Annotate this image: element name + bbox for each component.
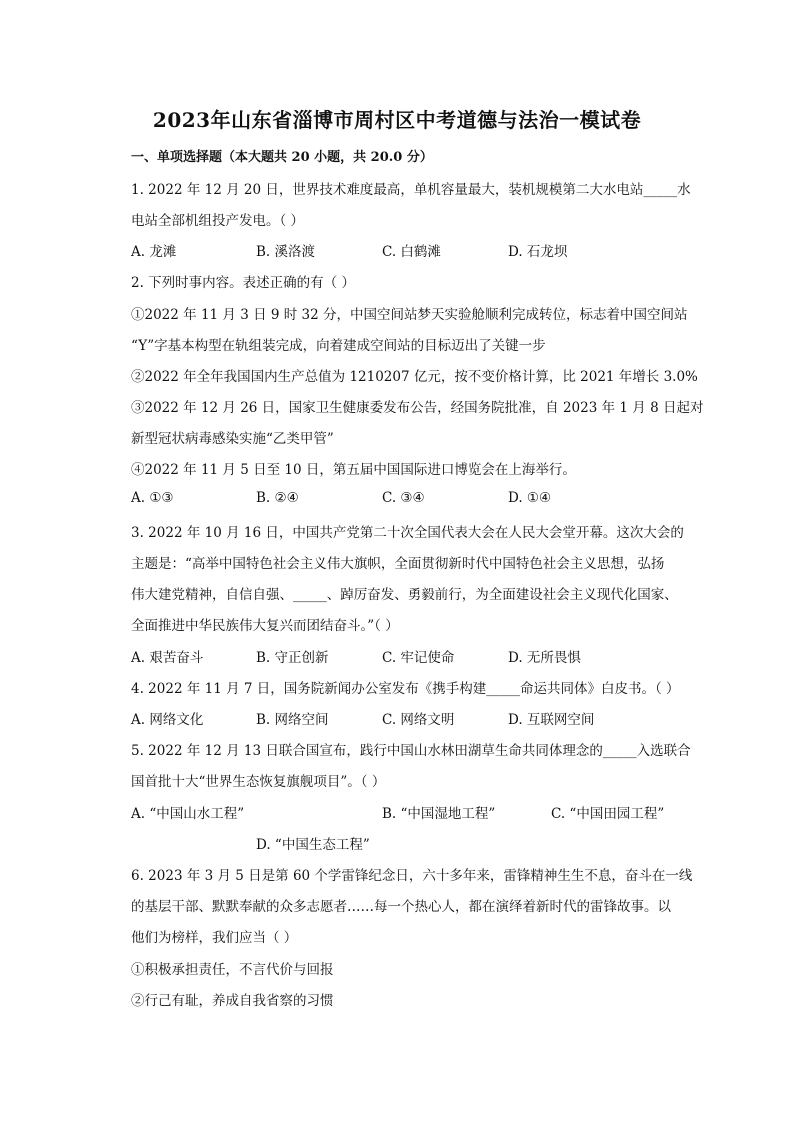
q6-line-3: 他们为榜样，我们应当（ ） (131, 930, 298, 946)
q1-option-b: B. 溪洛渡 (256, 244, 316, 260)
q2-line-5: ③2022 年 12 月 26 日，国家卫生健康委发布公告，经国务院批准，自 2023 年 1 月 8 日起对 (131, 400, 704, 416)
q4-option-b: B. 网络空间 (256, 712, 329, 728)
q4-line-1: 4. 2022 年 11 月 7 日，国务院新闻办公室发布《携手构建_____命运共同体》白皮书。（ ） (131, 681, 680, 697)
q1-line-2: 电站全部机组投产发电。（ ） (131, 213, 305, 229)
exam-title: 2023年山东省淄博市周村区中考道德与法治一模试卷 (152, 108, 642, 132)
q2-line-4: ②2022 年全年我国国内生产总值为 1210207 亿元，按不变价格计算，比 2021 年增长 3.0% (131, 369, 698, 385)
q2-line-6: 新型冠状病毒感染实施“乙类甲管” (131, 431, 334, 447)
q2-option-b: B. ②④ (256, 490, 299, 506)
q5-option-c: C. “中国田园工程” (551, 806, 665, 822)
q2-line-7: ④2022 年 11 月 5 日至 10 日，第五届中国国际进口博览会在上海举行。 (131, 462, 576, 478)
q1-line-1: 1. 2022 年 12 月 20 日，世界技术难度最高，单机容量最大，装机规模第二大水电站_____水 (131, 182, 691, 198)
q3-line-1: 3. 2022 年 10 月 16 日，中国共产党第二十次全国代表大会在人民大会堂开幕。这次大会的 (131, 525, 684, 541)
q1-option-c: C. 白鹤滩 (382, 244, 441, 260)
q3-option-c: C. 牢记使命 (382, 650, 455, 666)
q1-option-a: A. 龙滩 (131, 244, 177, 260)
q5-line-2: 国首批十大“世界生态恢复旗舰项目”。（ ） (131, 774, 386, 790)
q2-line-3: “Y”字基本构型在轨组装完成，向着建成空间站的目标迈出了关键一步 (131, 338, 546, 354)
q5-option-a: A. “中国山水工程” (131, 806, 245, 822)
q3-option-a: A. 艰苦奋斗 (131, 650, 204, 666)
q4-option-d: D. 互联网空间 (508, 712, 595, 728)
q6-line-4: ①积极承担责任，不言代价与回报 (131, 962, 334, 978)
q2-option-a: A. ①③ (131, 490, 174, 506)
section-heading: 一、单项选择题（本大题共 20 小题，共 20.0 分） (131, 150, 433, 165)
q5-option-d: D. “中国生态工程” (256, 837, 370, 853)
q3-line-4: 全面推进中华民族伟大复兴而团结奋斗。”（ ） (131, 618, 399, 634)
q2-option-c: C. ③④ (382, 490, 425, 506)
q3-option-d: D. 无所畏惧 (508, 650, 581, 666)
q1-option-d: D. 石龙坝 (508, 244, 568, 260)
q5-line-1: 5. 2022 年 12 月 13 日联合国宣布，践行中国山水林田湖草生命共同体理念的_____入选联合 (131, 743, 691, 759)
q5-option-b: B. “中国湿地工程” (382, 806, 496, 822)
q6-line-1: 6. 2023 年 3 月 5 日是第 60 个学雷锋纪念日，六十多年来，雷锋精神生生不息，奋斗在一线 (131, 868, 693, 884)
q3-line-2: 主题是：“高举中国特色社会主义伟大旗帜，全面贯彻新时代中国特色社会主义思想，弘扬 (131, 556, 665, 572)
q6-line-2: 的基层干部、默默奉献的众多志愿者……每一个热心人，都在演绎着新时代的雷锋故事。以 (131, 899, 671, 915)
q2-line-2: ①2022 年 11 月 3 日 9 时 32 分，中国空间站梦天实验舱顺利完成转位，标志着中国空间站 (131, 307, 688, 323)
q4-option-c: C. 网络文明 (382, 712, 455, 728)
q4-option-a: A. 网络文化 (131, 712, 204, 728)
q3-option-b: B. 守正创新 (256, 650, 329, 666)
q6-line-5: ②行己有耻，养成自我省察的习惯 (131, 993, 334, 1009)
q3-line-3: 伟大建党精神，自信自强、_____、踔厉奋发、勇毅前行，为全面建设社会主义现代化国家、 (131, 587, 678, 603)
q2-line-1: 2. 下列时事内容。表述正确的有（ ） (131, 275, 355, 291)
q2-option-d: D. ①④ (508, 490, 552, 506)
